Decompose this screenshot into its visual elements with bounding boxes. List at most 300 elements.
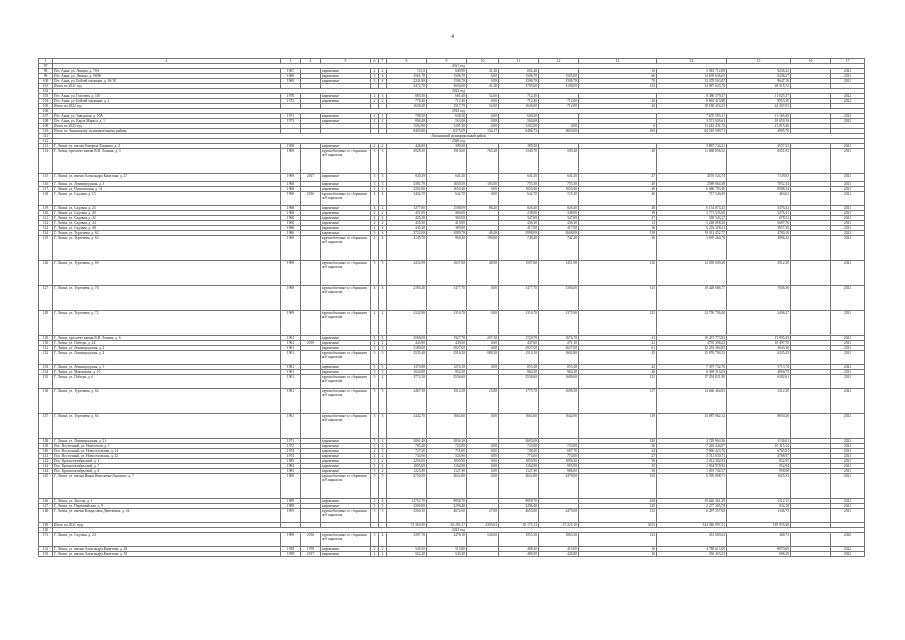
table-cell: 399,50: [427, 144, 467, 149]
table-cell: Г. Лиски, ул. Тургенева, д. 63: [53, 236, 281, 261]
table-cell: 100: [39, 79, 53, 84]
table-cell: 486,90: [499, 552, 539, 557]
table-cell: крупноблочные со сборными ж/б каркасом: [321, 351, 371, 365]
table-row: [39, 474, 865, 499]
table-cell: 5: [371, 469, 379, 474]
table-cell: 2: [379, 211, 387, 216]
table-cell: 5472,70: [387, 84, 427, 89]
table-cell: 3: [371, 444, 379, 449]
table-cell: 63 291,27: [427, 523, 467, 528]
table-cell: 5: [379, 414, 387, 439]
table-cell: 116: [39, 182, 53, 187]
table-cell: кирпичные: [321, 459, 371, 464]
table-cell: 2301,70: [387, 182, 427, 187]
table-cell: 683,50: [387, 94, 427, 99]
table-cell: 36: [579, 236, 657, 261]
table-cell: 4: [379, 74, 387, 79]
table-cell: 118: [579, 414, 657, 439]
table-cell: 2021: [831, 351, 865, 365]
table-cell: 1657,00: [427, 261, 467, 286]
table-cell: 3: [379, 370, 387, 375]
table-cell: 5: [371, 459, 379, 464]
table-cell: 4576 524,74: [657, 174, 727, 182]
table-cell: 0,00: [467, 365, 499, 370]
table-cell: 1202,90: [499, 124, 539, 129]
table-cell: 723,00: [427, 444, 467, 449]
table-cell: 1636,00: [499, 104, 539, 109]
table-cell: [791, 174, 831, 182]
table-cell: 1506,70: [427, 79, 467, 84]
table-cell: 1961: [281, 351, 301, 365]
table-cell: 7 670 505,11: [657, 114, 727, 119]
table-cell: [791, 192, 831, 206]
table-cell: 34 087 643,76: [657, 84, 727, 89]
table-cell: 1969: [281, 174, 301, 182]
table-cell: 3 695 464,76: [657, 236, 727, 261]
table-cell: 1096,30: [539, 459, 579, 464]
table-cell: 436,30: [499, 221, 539, 226]
table-cell: 9236,27: [727, 74, 791, 79]
table-cell: 3404,70: [387, 192, 427, 206]
table-cell: 3: [371, 79, 379, 84]
table-cell: 1969: [281, 261, 301, 286]
table-cell: 5476,52: [727, 206, 791, 211]
table-cell: 147: [39, 504, 53, 509]
table-cell: 52,60: [467, 104, 499, 109]
table-cell: 72 363,00: [387, 523, 427, 528]
table-cell: 2: [379, 552, 387, 557]
table-cell: [301, 311, 321, 336]
table-cell: 509,40: [539, 149, 579, 174]
table-cell: 10 497,70: [727, 341, 791, 346]
table-cell: 1968: [281, 221, 301, 226]
table-cell: 641,20: [499, 174, 539, 182]
table-cell: 3 749 964,36: [657, 439, 727, 444]
table-cell: 7 960 423,76: [657, 449, 727, 454]
table-cell: 143: [39, 464, 53, 469]
table-cell: 2021: [831, 236, 865, 261]
table-cell: [301, 389, 321, 414]
table-cell: 41,40: [467, 69, 499, 74]
table-cell: 1968: [281, 226, 301, 231]
table-cell: 1961: [281, 375, 301, 389]
table-cell: Г. Лиски, ул. Садовая, д. 23: [53, 206, 281, 211]
table-cell: 9058,70: [427, 499, 467, 504]
table-cell: кирпичные: [321, 444, 371, 449]
table-cell: 9059,70: [499, 499, 539, 504]
table-cell: Г. Лиски, ул. Победы, д. 24: [53, 341, 281, 346]
table-cell: 101: [39, 84, 53, 89]
table-cell: Г. Лиски, проспект имени В.И. Ленина, д. 6: [53, 336, 281, 341]
table-cell: 27: [579, 454, 657, 459]
table-cell: 1974: [281, 454, 301, 459]
table-cell: 0,00: [467, 192, 499, 206]
table-cell: 6375,09: [427, 129, 467, 134]
table-cell: [301, 351, 321, 365]
table-cell: 855,40: [499, 365, 539, 370]
table-cell: 426,00: [539, 552, 579, 557]
table-cell: 2021: [831, 187, 865, 192]
table-cell: Пос. Восточный, ул. Новоселовская, д. 23: [53, 454, 281, 459]
table-cell: 6 595 808,71: [657, 474, 727, 499]
table-cell: [301, 414, 321, 439]
table-cell: 3: [379, 174, 387, 182]
table-cell: 13 095,43: [727, 336, 791, 341]
table-cell: 1969: [281, 474, 301, 499]
table-cell: 2: [379, 119, 387, 124]
table-cell: 721,0: [387, 69, 427, 74]
table-cell: 5276,41: [727, 211, 791, 216]
table-cell: кирпичные: [321, 182, 371, 187]
table-cell: 359 543,17: [657, 216, 727, 221]
table-cell: 4768,97: [727, 454, 791, 459]
table-cell: 2017: [301, 552, 321, 557]
table-cell: 1696,50: [539, 389, 579, 414]
table-cell: 638,30: [499, 114, 539, 119]
table-cell: 1968: [281, 216, 301, 221]
table-cell: 0,00: [539, 124, 579, 129]
table-cell: 145: [39, 474, 53, 499]
table-cell: 16: [579, 547, 657, 552]
table-cell: 2998,00: [499, 231, 539, 236]
table-cell: 2: [371, 449, 379, 454]
table-cell: 1968: [281, 182, 301, 187]
table-cell: 19 626 361,29: [657, 499, 727, 504]
table-cell: 1961: [281, 336, 301, 341]
column-header: 12: [539, 59, 579, 64]
table-cell: 8403,80: [387, 129, 427, 134]
table-cell: Г. Лиски, ул. Первомайская, д. 8: [53, 504, 281, 509]
table-cell: 3: [371, 370, 379, 375]
table-cell: 1662,60: [499, 414, 539, 439]
table-cell: 5 945 712,89: [657, 69, 727, 74]
table-cell: 4: [371, 192, 379, 206]
table-cell: 4652,80: [427, 474, 467, 499]
table-cell: 140: [39, 449, 53, 454]
row-number: 150: [39, 528, 53, 533]
table-cell: кирпичные: [321, 370, 371, 375]
table-cell: 435,50: [387, 221, 427, 226]
table-cell: 152: [39, 547, 53, 552]
table-cell: 190,00: [467, 236, 499, 261]
table-cell: 1978: [301, 547, 321, 552]
table-cell: 118: [39, 192, 53, 206]
table-cell: 920,39: [387, 174, 427, 182]
column-header: 7: [379, 59, 387, 64]
table-cell: 1346,73: [727, 509, 791, 523]
table-cell: 2: [379, 226, 387, 231]
table-cell: 697,70: [539, 449, 579, 454]
table-cell: 1775,70: [499, 389, 539, 414]
table-cell: 2467,50: [387, 389, 427, 414]
table-cell: кирпичные: [321, 119, 371, 124]
table-row: [39, 375, 865, 389]
table-cell: 5: [379, 509, 387, 523]
table-row: [39, 389, 865, 414]
row-number: 102: [39, 89, 53, 94]
table-cell: 3: [379, 449, 387, 454]
table-cell: Итого по Аннинскому муниципальному району: [53, 129, 281, 134]
table-cell: 1540,70: [499, 149, 539, 174]
table-cell: 10 115,14: [727, 444, 791, 449]
table-cell: 1910,00: [427, 149, 467, 174]
table-cell: 3 771 535,68: [657, 211, 727, 216]
table-cell: 2927,60: [427, 346, 467, 351]
table-cell: 5: [371, 533, 379, 547]
table-cell: кирпичные: [321, 552, 371, 557]
table-cell: 366,00: [427, 211, 467, 216]
table-cell: 1978: [281, 94, 301, 99]
table-row: [39, 174, 865, 182]
table-cell: 958,90: [727, 469, 791, 474]
table-cell: 4: [379, 439, 387, 444]
table-cell: Г. Лиски, ул. Тургенева, д. 69: [53, 261, 281, 286]
table-cell: 954,30: [427, 370, 467, 375]
table-cell: 34: [579, 449, 657, 454]
table-cell: 66: [579, 74, 657, 79]
table-cell: 17 294 021,90: [657, 375, 727, 389]
table-cell: Г. Лиски, ул. Садовая, д. 40: [53, 211, 281, 216]
table-cell: 6382,61: [727, 375, 791, 389]
table-cell: 12 253 564,85: [657, 346, 727, 351]
table-cell: 1967: [281, 69, 301, 74]
table-cell: 2022: [831, 547, 865, 552]
table-cell: 5: [371, 474, 379, 499]
table-cell: 1095,00: [387, 464, 427, 469]
column-header: 5: [321, 59, 371, 64]
table-cell: 2: [379, 459, 387, 464]
table-cell: 1277,60: [387, 206, 427, 211]
table-cell: 0,00: [467, 99, 499, 104]
table-cell: 0,00: [467, 114, 499, 119]
table-cell: [791, 552, 831, 557]
table-body: [39, 59, 865, 557]
table-cell: 1 054 978,92: [657, 464, 727, 469]
table-cell: 1 001 742,57: [657, 469, 727, 474]
table-cell: Г. Лиски, ул. Садовая, д. 42: [53, 216, 281, 221]
table-cell: крупноблочные со сборными ж/б каркасом: [321, 375, 371, 389]
table-cell: кирпичные: [321, 174, 371, 182]
table-cell: 3: [379, 114, 387, 119]
table-cell: 3: [371, 375, 379, 389]
table-cell: 2021: [831, 389, 865, 414]
table-cell: 5 248 058,30: [657, 221, 727, 226]
table-cell: 1968: [281, 206, 301, 211]
table-cell: [791, 261, 831, 286]
column-header: 4: [301, 59, 321, 64]
table-cell: 3: [379, 346, 387, 351]
column-header: 3: [281, 59, 301, 64]
table-cell: 2568,00: [387, 336, 427, 341]
table-cell: 2516,20: [427, 351, 467, 365]
table-cell: 2021: [831, 174, 865, 182]
table-cell: 1973: [281, 99, 301, 104]
table-cell: 543,30: [427, 552, 467, 557]
table-cell: 130: [579, 261, 657, 286]
table-cell: 5260,30: [387, 509, 427, 523]
table-cell: [467, 375, 499, 389]
table-cell: 2021: [831, 69, 865, 74]
table-cell: 50 175,13: [499, 523, 539, 528]
table-cell: 5: [371, 231, 379, 236]
table-cell: 1505,00: [539, 74, 579, 79]
table-cell: 2479,00: [539, 509, 579, 523]
table-cell: 130: [39, 341, 53, 346]
table-cell: 1927,70: [427, 336, 467, 341]
table-cell: Г. Лиски, ул. Садовая, д. 24: [53, 533, 281, 547]
table-cell: 1506,70: [427, 74, 467, 79]
table-cell: 649,90: [427, 69, 467, 74]
table-cell: 7052,34: [727, 182, 791, 187]
table-cell: 2: [371, 99, 379, 104]
row-number: 106: [39, 109, 53, 114]
table-cell: 3009,70: [427, 231, 467, 236]
table-cell: [791, 286, 831, 311]
table-cell: 1508,09: [427, 206, 467, 211]
table-cell: 3: [379, 444, 387, 449]
table-cell: 121: [39, 216, 53, 221]
table-cell: [791, 414, 831, 439]
table-cell: Г. Лиски, ул. Листик, д. 1: [53, 499, 281, 504]
table-cell: крупноблочные со сборными ж/б каркасом: [321, 509, 371, 523]
table-cell: Пос. Краснооктябрьский, д. 1: [53, 459, 281, 464]
table-cell: 0,00: [467, 464, 499, 469]
table-cell: 638,30: [427, 114, 467, 119]
table-cell: 14 666 464,83: [657, 389, 727, 414]
table-cell: 725,30: [539, 192, 579, 206]
table-cell: 1662,60: [427, 414, 467, 439]
table-cell: 48: [579, 149, 657, 174]
table-cell: 1955,30: [499, 533, 539, 547]
table-cell: 1451,90: [539, 261, 579, 286]
table-cell: 24 207,02: [727, 104, 791, 109]
table-cell: 3 887 744,21: [657, 144, 727, 149]
table-cell: 826,40: [499, 206, 539, 211]
table-cell: Г. Лиски, ул. Ленинградская, д. 21: [53, 439, 281, 444]
table-cell: Г. Лиски, ул. Максимова, д. 10: [53, 370, 281, 375]
table-cell: 3 571 926,61: [657, 119, 727, 124]
table-cell: кирпичные: [321, 211, 371, 216]
table-cell: 350 433,23: [657, 552, 727, 557]
table-cell: [301, 375, 321, 389]
table-cell: 1316,70: [427, 311, 467, 336]
table-cell: 1024,80: [387, 370, 427, 375]
table-cell: 2022: [831, 533, 865, 547]
table-cell: 4557,32: [727, 144, 791, 149]
table-cell: [301, 149, 321, 174]
table-cell: 11 165,20: [727, 114, 791, 119]
table-cell: 744,90: [387, 454, 427, 459]
table-cell: кирпичные: [321, 221, 371, 226]
table-cell: 1969: [281, 149, 301, 174]
table-cell: 1136,01: [727, 439, 791, 444]
table-cell: 26: [579, 99, 657, 104]
table-cell: 774,00: [499, 454, 539, 459]
table-cell: 150: [579, 474, 657, 499]
table-cell: кирпичные: [321, 464, 371, 469]
table-cell: 2: [371, 221, 379, 226]
table-cell: 153: [39, 552, 53, 557]
table-cell: 7 265 444,07: [657, 444, 727, 449]
table-cell: 16: [579, 226, 657, 231]
table-cell: кирпичные: [321, 69, 371, 74]
table-cell: кирпичные: [321, 79, 371, 84]
table-row: [39, 236, 865, 261]
table-cell: 2021: [831, 459, 865, 464]
table-cell: 1025,53: [727, 474, 791, 499]
table-cell: крупноблочные со сборными ж/б каркасом: [321, 474, 371, 499]
table-cell: 389,00: [427, 226, 467, 231]
table-cell: кирпичные: [321, 216, 371, 221]
table-cell: 17: [579, 216, 657, 221]
table-cell: 410,00: [427, 221, 467, 226]
table-cell: 3656,00: [427, 84, 467, 89]
table-cell: Пгт. Анна, ул. Заводская, д. 10А: [53, 114, 281, 119]
table-cell: 2021: [831, 439, 865, 444]
table-cell: 129: [39, 336, 53, 341]
table-cell: 834,18: [727, 504, 791, 509]
table-cell: 2432,90: [387, 261, 427, 286]
table-cell: [301, 286, 321, 311]
table-cell: 1477,70: [499, 286, 539, 311]
table-cell: 7139,03: [727, 174, 791, 182]
table-cell: Г. Лиски, ул. Садовая, д. 48: [53, 226, 281, 231]
table-cell: 9553,30: [727, 99, 791, 104]
table-cell: 42: [579, 365, 657, 370]
table-cell: кирпичные: [321, 341, 371, 346]
table-cell: 4795 398,22: [657, 341, 727, 346]
table-cell: 1254,00: [387, 459, 427, 464]
table-cell: 86,20: [467, 206, 499, 211]
table-cell: 40: [579, 182, 657, 187]
table-cell: [791, 311, 831, 336]
table-cell: 4655,80: [499, 509, 539, 523]
table-cell: [791, 533, 831, 547]
table-cell: 131: [39, 346, 53, 351]
table-cell: 3: [379, 187, 387, 192]
table-cell: 120: [579, 439, 657, 444]
table-cell: 1969: [281, 192, 301, 206]
table-cell: 8070,60: [727, 547, 791, 552]
table-row: [39, 351, 865, 365]
table-cell: Итого по 2023 год: [53, 124, 281, 129]
table-cell: Итого по 2022 год: [53, 104, 281, 109]
table-cell: 124: [39, 231, 53, 236]
table-cell: 11 242 431,72: [657, 124, 727, 129]
table-cell: 601,40: [427, 94, 467, 99]
table-cell: 1477,70: [427, 286, 467, 311]
table-cell: 964,30: [499, 370, 539, 375]
table-cell: 2535,40: [387, 351, 427, 365]
table-cell: 1650,40: [499, 187, 539, 192]
table-cell: кирпичные: [321, 504, 371, 509]
table-cell: 11751,70: [387, 499, 427, 504]
table-cell: 2: [379, 464, 387, 469]
table-cell: 0,00: [467, 311, 499, 336]
table-cell: 5: [379, 474, 387, 499]
table-cell: 417,00: [539, 226, 579, 231]
table-cell: 114: [39, 149, 53, 174]
table-cell: 61: [579, 346, 657, 351]
table-cell: 122: [39, 221, 53, 226]
table-cell: Итого по 2021 год: [53, 84, 281, 89]
table-cell: 160: [579, 129, 657, 134]
table-cell: 1506,70: [499, 74, 539, 79]
table-cell: кирпичные: [321, 206, 371, 211]
table-cell: 133: [579, 286, 657, 311]
table-cell: 0,00: [467, 444, 499, 449]
column-header: 6: [371, 59, 379, 64]
